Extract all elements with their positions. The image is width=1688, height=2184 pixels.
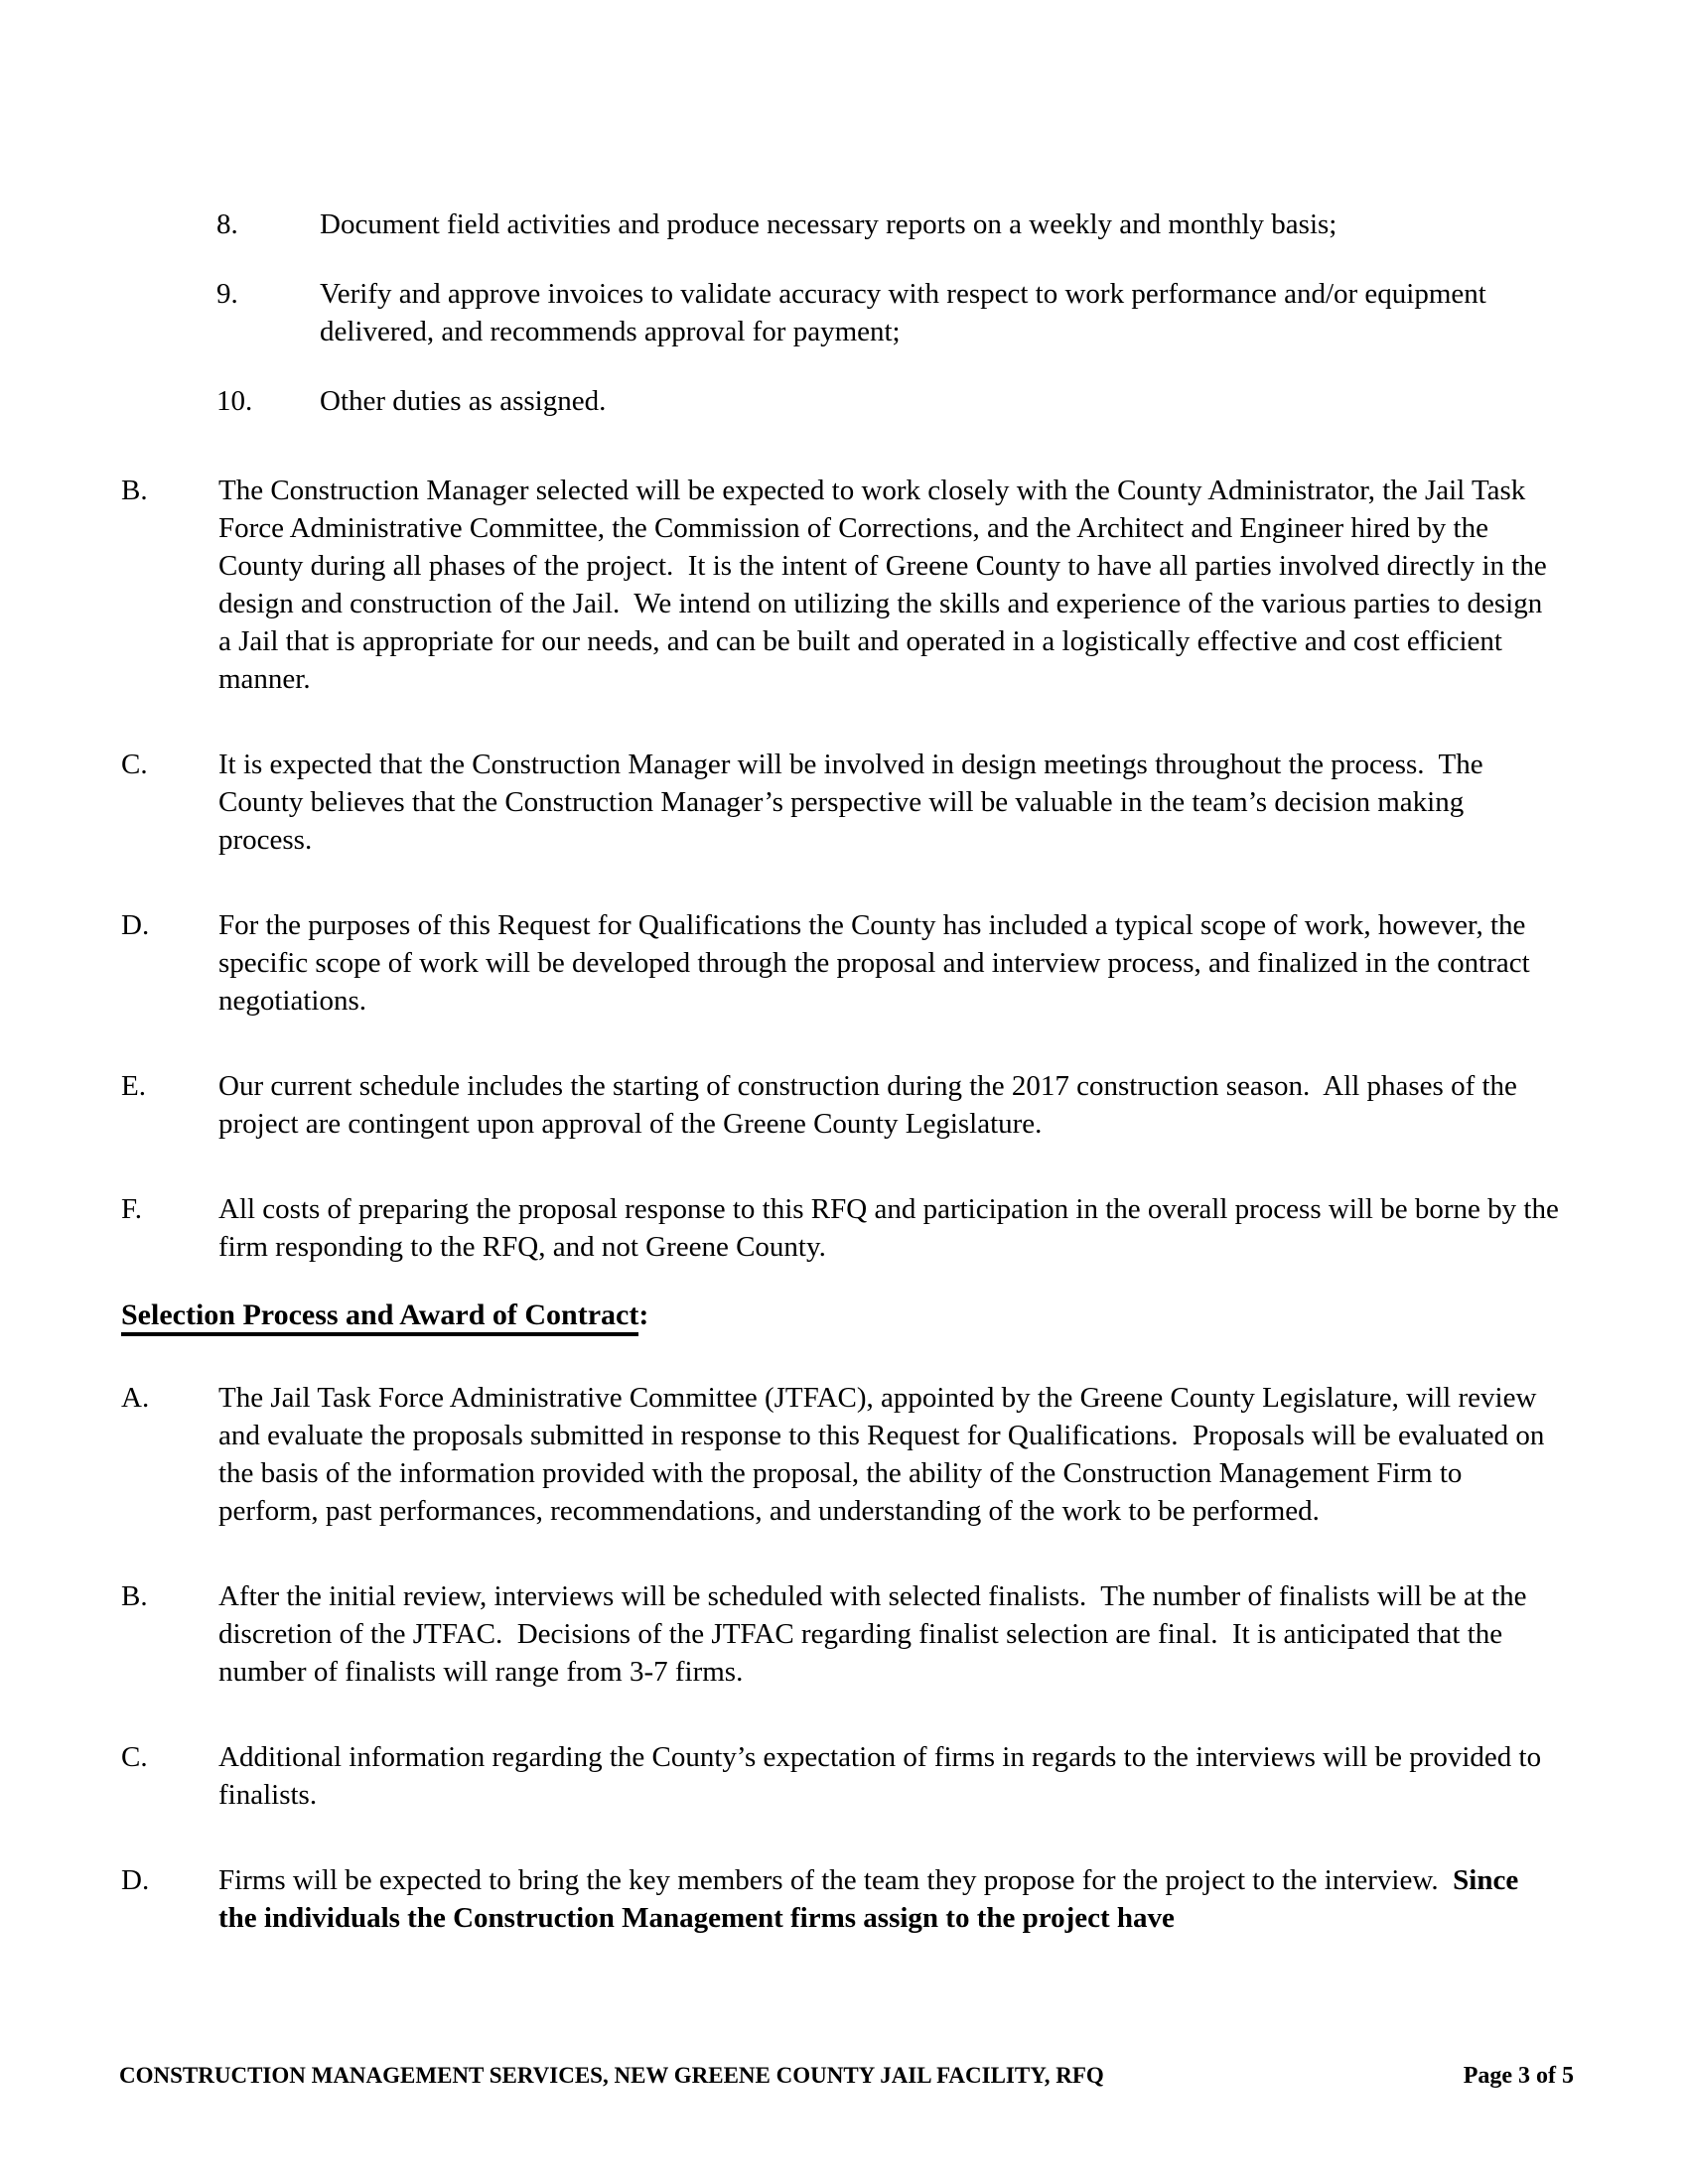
paragraph-text: It is expected that the Construction Manager will be involved in design meetings throughout the process. The County believes that the Construction Manager’s perspective will be valuable in the team’s decision making process.: [218, 749, 1490, 856]
paragraph-text: For the purposes of this Request for Qualifications the County has included a typical scope of work, however, the specific scope of work will be developed through the proposal and interview process, and finalized in the contract negotiations.: [218, 909, 1537, 1017]
list-item-letter: F.: [121, 1193, 143, 1225]
numbered-list-item-10: [216, 382, 1561, 420]
selection-item-c: [121, 1738, 1561, 1814]
selection-item-d: [121, 1861, 1561, 1937]
list-item-letter: E.: [121, 1070, 146, 1102]
list-item-number: 10.: [216, 385, 253, 417]
paragraph-text: Our current schedule includes the starting of construction during the 2017 construction season. All phases of the project are contingent upon approval of the Greene County Legislature.: [218, 1070, 1525, 1140]
paragraph-text: All costs of preparing the proposal response to this RFQ and participation in the overall process will be borne by the firm responding to the RFQ, and not Greene County.: [218, 1193, 1567, 1263]
list-item-letter: D.: [121, 909, 150, 941]
paragraph-text-bold: Since the individuals the Construction Management firms assign to the project have: [218, 1864, 1526, 1934]
list-item-text: Verify and approve invoices to validate accuracy with respect to work performance and/or equipment delivered, and recommends approval for payment;: [320, 278, 1494, 347]
lettered-item-d: [121, 906, 1561, 1020]
list-item-letter: A.: [121, 1382, 150, 1414]
page-footer: [119, 2057, 1574, 2095]
lettered-item-c: [121, 746, 1561, 859]
list-item-letter: B.: [121, 1580, 148, 1612]
list-item-number: 8.: [216, 208, 238, 240]
paragraph-text: [218, 1861, 1561, 1937]
paragraph-text: The Construction Manager selected will be expected to work closely with the County Administrator, the Jail Task Force Administrative Committee, the Commission of Corrections, and the Architect and Engineer hired by the County during all phases of the project. It is the intent of Greene County to have all parties involved directly in the design and construction of the Jail. We intend on utilizing the skills and experience of the various parties to design a Jail that is appropriate for our needs, and can be built and operated in a logistically effective and cost efficient manner.: [218, 475, 1554, 695]
numbered-list-item-8: [216, 205, 1561, 243]
lettered-item-e: [121, 1067, 1561, 1143]
selection-item-a: [121, 1379, 1561, 1530]
list-item-text: Document field activities and produce necessary reports on a weekly and monthly basis;: [320, 208, 1337, 240]
list-item-number: 9.: [216, 278, 238, 310]
numbered-list-item-9: [216, 275, 1561, 350]
list-item-letter: D.: [121, 1864, 150, 1896]
paragraph-text: Additional information regarding the County’s expectation of firms in regards to the interviews will be provided to finalists.: [218, 1741, 1549, 1811]
paragraph-text-normal: Firms will be expected to bring the key members of the team they propose for the project to the interview.: [218, 1864, 1454, 1896]
lettered-item-b: [121, 472, 1561, 698]
section-heading-text: Selection Process and Award of Contract: [121, 1298, 638, 1336]
paragraph-text: After the initial review, interviews will be scheduled with selected finalists. The number of finalists will be at the discretion of the JTFAC. Decisions of the JTFAC regarding finalist selection are final. It is anticipated that the number of finalists will range from 3-7 firms.: [218, 1580, 1534, 1688]
lettered-item-f: [121, 1190, 1567, 1266]
section-heading: [121, 1294, 1561, 1337]
list-item-letter: B.: [121, 475, 148, 506]
list-item-letter: C.: [121, 749, 148, 780]
list-item-letter: C.: [121, 1741, 148, 1773]
footer-page-number: Page 3 of 5: [1463, 2063, 1574, 2089]
section-heading-colon: :: [638, 1298, 649, 1331]
selection-item-b: [121, 1577, 1561, 1691]
list-item-text: Other duties as assigned.: [320, 385, 607, 417]
paragraph-text: The Jail Task Force Administrative Committee (JTFAC), appointed by the Greene County Legislature, will review and evaluate the proposals submitted in response to this Request for Qualifications. Proposals will be evaluated on the basis of the information provided with the proposal, the ability of the Construction Management Firm to perform, past performances, recommendations, and understanding of the work to be performed.: [218, 1382, 1552, 1527]
document-body: [121, 205, 1567, 1937]
footer-document-title: CONSTRUCTION MANAGEMENT SERVICES, NEW GREENE COUNTY JAIL FACILITY, RFQ: [119, 2063, 1104, 2088]
